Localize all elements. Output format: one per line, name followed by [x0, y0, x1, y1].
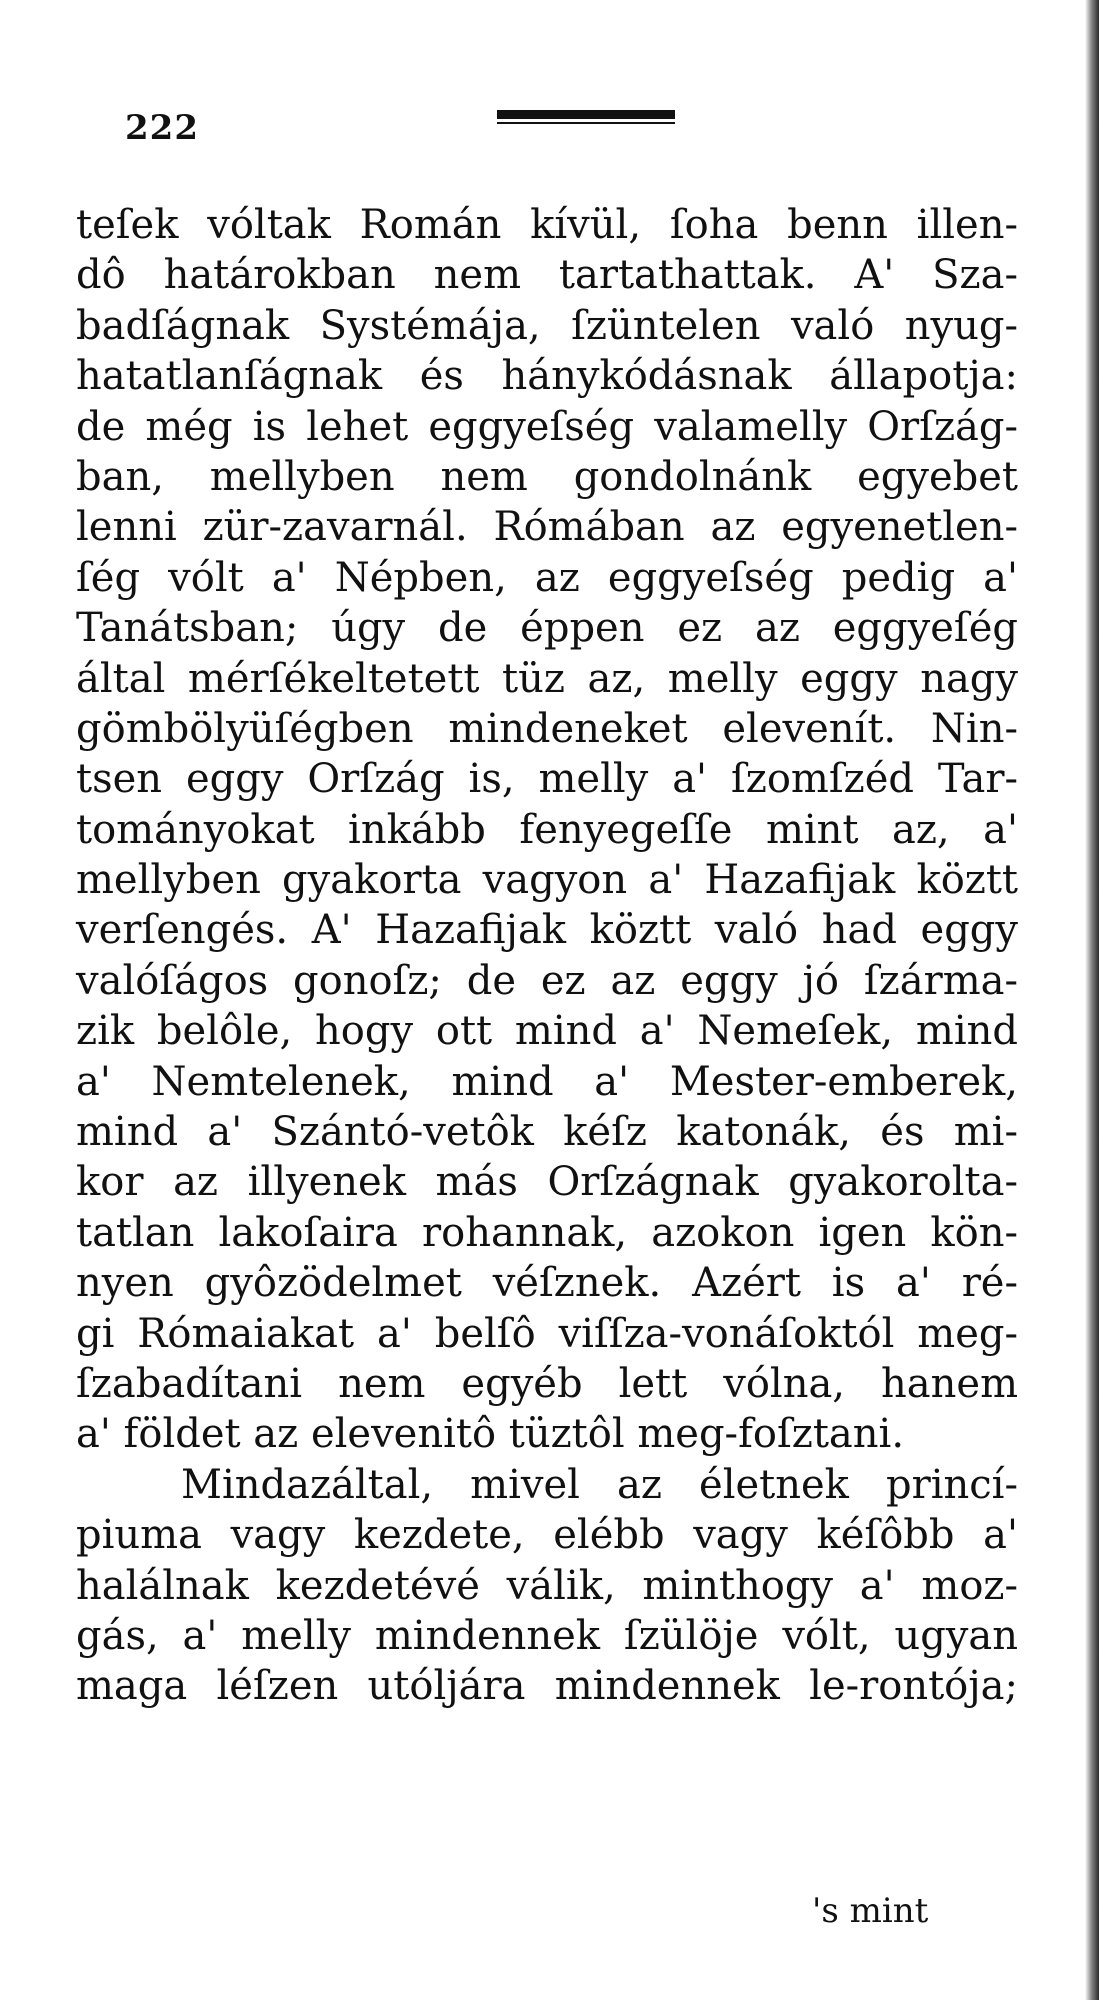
catchword: 's mint [812, 1891, 929, 1931]
text-line: verſengés. A' Hazafijak köztt való had eggy [76, 907, 1018, 954]
page-number: 222 [125, 108, 199, 148]
text-line: hatatlanſágnak és hánykódásnak állapotja: [76, 353, 1018, 400]
text-line: badſágnak Systémája, ſzüntelen való nyug- [76, 302, 1018, 349]
text-line: ban, mellyben nem gondolnánk egyebet [76, 453, 1018, 500]
header-rule-thin [497, 122, 675, 124]
text-line: tatlan lakoſaira rohannak, azokon igen kön- [76, 1209, 1018, 1256]
text-line: mellyben gyakorta vagyon a' Hazafijak köztt [76, 857, 1018, 904]
text-line: maga léſzen utóljára mindennek le-rontója; [76, 1663, 1018, 1710]
text-line: gás, a' melly mindennek ſzülöje vólt, ugyan [76, 1612, 1018, 1659]
text-line: nyen gyôzödelmet véſznek. Azért is a' ré- [76, 1260, 1018, 1307]
text-line: halálnak kezdetévé válik, minthogy a' moz- [76, 1562, 1018, 1609]
text-line: de még is lehet eggyeſség valamelly Orſzág- [76, 403, 1018, 450]
text-line: dô határokban nem tartathattak. A' Sza- [76, 252, 1018, 299]
body-text [76, 200, 1018, 1712]
text-line: gi Rómaiakat a' belſô viſſza-vonáſoktól meg- [76, 1310, 1018, 1357]
text-line: zik belôle, hogy ott mind a' Nemeſek, mind [76, 1008, 1018, 1055]
text-line: tományokat inkább fenyegeſſe mint az, a' [76, 806, 1018, 853]
text-line: ſzabadítani nem egyéb lett vólna, hanem [76, 1360, 1018, 1407]
page-edge-shadow [1085, 0, 1099, 2000]
text-line: a' földet az elevenitô tüztôl meg-foſztani. [76, 1411, 905, 1458]
text-line: lenni zür-zavarnál. Rómában az egyenetlen- [76, 504, 1018, 551]
text-line: tsen eggy Orſzág is, melly a' ſzomſzéd Tar- [76, 756, 1018, 803]
text-line: valóſágos gonoſz; de ez az eggy jó ſzárma- [76, 957, 1018, 1004]
text-line: Tanátsban; úgy de éppen ez az eggyeſég [76, 605, 1018, 652]
text-line: ſég vólt a' Népben, az eggyeſség pedig a' [76, 554, 1018, 601]
text-line: kor az illyenek más Orſzágnak gyakorolta- [76, 1159, 1018, 1206]
text-line: Mindazáltal, mivel az életnek princí- [181, 1461, 1018, 1508]
header-rule [497, 110, 675, 124]
text-line: gömbölyüſégben mindeneket elevenít. Nin- [76, 705, 1018, 752]
header-rule-thick [497, 110, 675, 119]
text-line: teſek vóltak Román kívül, ſoha benn illen- [76, 202, 1018, 248]
text-line: piuma vagy kezdete, elébb vagy kéſôbb a' [76, 1512, 1018, 1559]
text-line: mind a' Szántó-vetôk kéſz katonák, és mi- [76, 1109, 1018, 1156]
text-line: a' Nemtelenek, mind a' Mester-emberek, [76, 1058, 1018, 1105]
text-line: által mérſékeltetett tüz az, melly eggy nagy [76, 655, 1018, 702]
